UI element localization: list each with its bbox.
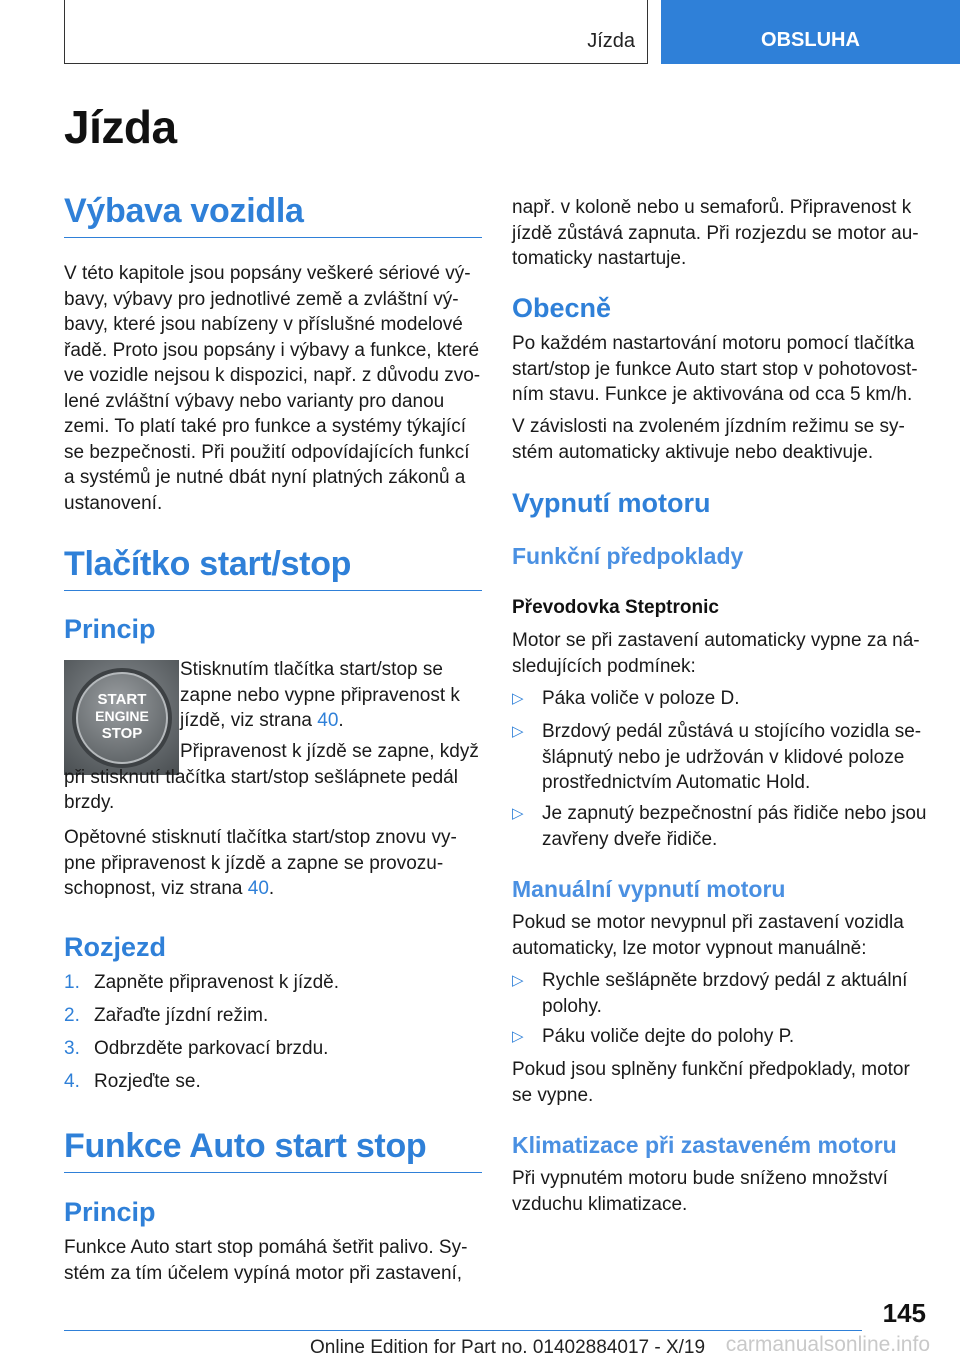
continued-text: např. v koloně nebo u semaforů. Připravenost k jízdě zůstává zapnuta. Při rozjezdu se motor au‐tomaticky nastartuje. xyxy=(512,197,919,269)
princip1-text-1a: Stisknutím tlačítka start/stop se zapne nebo vypne připravenost k jízdě, viz strana xyxy=(180,659,460,731)
manualni-after-text: Pokud jsou splněny funkční předpoklady, motor se vypne. xyxy=(512,1059,910,1106)
rozjezd-step-2 xyxy=(64,1003,482,1029)
condition-item-3 xyxy=(512,801,930,852)
heading-obecne: Obecně xyxy=(512,293,612,323)
header-chapter-box xyxy=(64,0,648,64)
condition-text: Je zapnutý bezpečnostní pás řidiče nebo jsou zavřeny dveře řidiče. xyxy=(542,803,927,850)
princip1-text-2: Připravenost k jízdě se zapne, když při stisknutí tlačítka start/stop sešlápnete pedál brzdy. xyxy=(64,741,479,813)
page-link-40[interactable]: 40 xyxy=(317,710,339,731)
page-title: Jízda xyxy=(64,101,177,153)
page-link-40-b[interactable]: 40 xyxy=(247,878,269,899)
step-text: Zařaďte jízdní režim. xyxy=(94,1005,269,1026)
condition-text: Páka voliče v poloze D. xyxy=(542,688,740,709)
step-text: Zapněte připravenost k jízdě. xyxy=(94,972,340,993)
heading-manualni-vypnuti: Manuální vypnutí motoru xyxy=(512,876,786,902)
rozjezd-step-1 xyxy=(64,970,482,996)
heading-rozjezd: Rozjezd xyxy=(64,932,167,962)
manual-step-text: Rychle sešlápněte brzdový pedál z aktuální polohy. xyxy=(542,970,908,1017)
header-section-label: OBSLUHA xyxy=(761,28,860,51)
header-chapter: Jízda xyxy=(587,30,635,52)
heading-princip-1: Princip xyxy=(64,614,156,644)
princip1-text-1b: . xyxy=(338,710,344,731)
heading-vypnuti-motoru: Vypnutí motoru xyxy=(512,488,711,518)
heading-funkcni-predpoklady: Funkční předpoklady xyxy=(512,543,744,569)
step-number: 2. xyxy=(64,1005,80,1026)
step-text: Odbrzděte parkovací brzdu. xyxy=(94,1038,329,1059)
heading-funkce-auto-start-stop: Funkce Auto start stop xyxy=(64,1127,482,1173)
footer-divider xyxy=(64,1330,862,1331)
heading-vybava: Výbava vozidla xyxy=(64,192,482,238)
princip2-text: Funkce Auto start stop pomáhá šetřit palivo. Sy‐stém za tím účelem vypíná motor při zastavení, xyxy=(64,1237,468,1284)
princip1-text-3b: . xyxy=(268,878,275,899)
manual-step-2 xyxy=(512,1024,930,1050)
triangle-right-icon: ▷ xyxy=(512,723,524,740)
condition-item-1 xyxy=(512,686,930,712)
heading-princip-2: Princip xyxy=(64,1197,156,1227)
step-number: 3. xyxy=(64,1038,80,1059)
vybava-text: V této kapitole jsou popsány veškeré sériové vý‐bavy, výbavy pro jednotlivé země a zvláštní vý‐bavy, které jsou nabízeny v příslušné modelové řadě. Proto jsou popsány i výbavy a funkce, které ve vozidle nejsou k dispozici, např. z důvodu zvo‐lené zvláštní výbavy nebo varianty pro danou zemi. To platí také pro funkce a systémy týkající se bezpečnosti. Při použití odpovídajících funkcí a systémů je nutné dbát nyní platných zákonů a ustanovení. xyxy=(64,263,481,514)
princip1-text-3a: Opětovné stisknutí tlačítka start/stop znovu vy‐pne připravenost k jízdě a zapne se provozu‐schopnost, viz strana xyxy=(64,827,457,899)
step-number: 4. xyxy=(64,1071,80,1092)
triangle-right-icon: ▷ xyxy=(512,1028,524,1045)
condition-text: Brzdový pedál zůstává u stojícího vozidla se‐šlápnutý nebo je udržován v klidové poloze prostřednictvím Automatic Hold. xyxy=(542,721,922,793)
heading-klimatizace: Klimatizace při zastaveném motoru xyxy=(512,1132,897,1158)
manualni-text: Pokud se motor nevypnul při zastavení vozidla automaticky, lze motor vypnout manuálně: xyxy=(512,912,904,959)
button-line-2: ENGINE xyxy=(95,708,149,724)
rozjezd-step-3 xyxy=(64,1036,482,1062)
steptronic-text: Motor se při zastavení automaticky vypne za ná‐sledujících podmínek: xyxy=(512,630,920,677)
princip1-text-3 xyxy=(64,825,482,902)
watermark: carmanualsonline.info xyxy=(725,1333,930,1356)
heading-steptronic: Převodovka Steptronic xyxy=(512,597,719,618)
princip1-text-1 xyxy=(180,657,482,734)
rozjezd-step-4 xyxy=(64,1069,482,1095)
manual-step-text: Páku voliče dejte do polohy P. xyxy=(542,1026,795,1047)
page-number: 145 xyxy=(882,1298,926,1328)
heading-tlacitko: Tlačítko start/stop xyxy=(64,545,482,591)
triangle-right-icon: ▷ xyxy=(512,690,524,707)
step-text: Rozjeďte se. xyxy=(94,1071,201,1092)
triangle-right-icon: ▷ xyxy=(512,972,524,989)
footer-edition: Online Edition for Part no. 01402884017 - X/19 xyxy=(310,1337,706,1358)
klimatizace-text: Při vypnutém motoru bude sníženo množství vzduchu klimatizace. xyxy=(512,1168,888,1215)
manual-step-1 xyxy=(512,968,930,1019)
button-line-1: START xyxy=(97,691,147,708)
header-section-tab xyxy=(661,0,960,64)
obecne-text-2: V závislosti na zvoleném jízdním režimu se sy‐stém automaticky aktivuje nebo deaktivuje. xyxy=(512,416,905,463)
step-number: 1. xyxy=(64,972,80,993)
condition-item-2 xyxy=(512,719,930,796)
triangle-right-icon: ▷ xyxy=(512,805,524,822)
button-line-3: STOP xyxy=(101,725,143,742)
obecne-text-1: Po každém nastartování motoru pomocí tlačítka start/stop je funkce Auto start stop v pohotovost‐ním stavu. Funkce je aktivována od cca 5 km/h. xyxy=(512,333,918,405)
